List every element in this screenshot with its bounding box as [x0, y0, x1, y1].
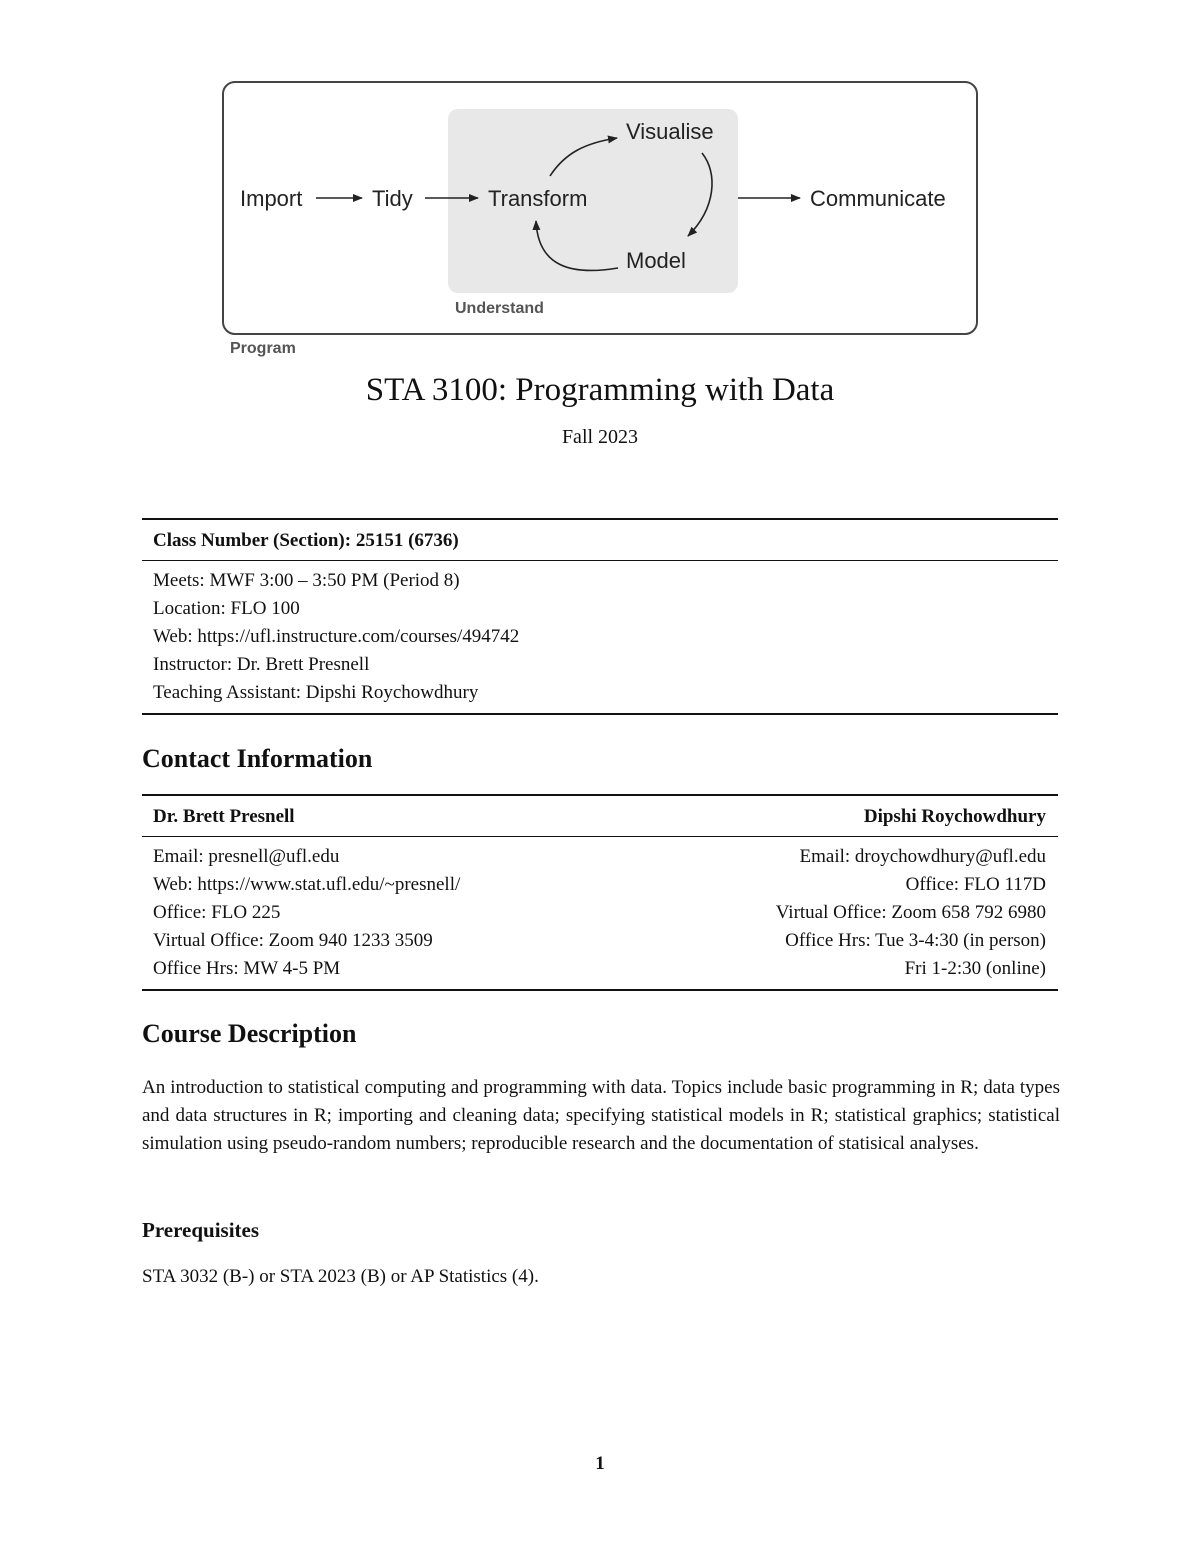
prerequisites-title: Prerequisites — [142, 1218, 260, 1242]
node-transform: Transform — [488, 186, 588, 211]
instructor-contact — [153, 843, 460, 983]
contact-table — [142, 794, 1058, 991]
instructor-office: Office: FLO 225 — [153, 902, 281, 923]
ta-email: Email: droychowdhury@ufl.edu — [799, 846, 1046, 867]
description-text: An introduction to statistical computing and programming with data. Topics include basic programming in R; data types and data structures in R; importing and cleaning data; specifying statistical models in R; statistical graphics; statistical simulation using pseudo-random numbers; reproducible research and the documentation of statisical analyses. — [142, 1077, 1060, 1154]
prerequisites-text: STA 3032 (B-) or STA 2023 (B) or AP Statistics (4). — [142, 1266, 539, 1287]
class-info-table — [142, 518, 1058, 715]
ta-contact — [776, 843, 1046, 983]
instructor-line: Instructor: Dr. Brett Presnell — [153, 654, 370, 675]
class-number-heading: Class Number (Section): 25151 (6736) — [153, 530, 459, 551]
ta-office-hours: Office Hrs: Tue 3-4:30 (in person) — [785, 930, 1046, 951]
understand-label: Understand — [455, 300, 544, 317]
description-section-title: Course Description — [142, 1019, 357, 1048]
node-visualise: Visualise — [626, 119, 714, 144]
node-model: Model — [626, 248, 686, 273]
meets-line: Meets: MWF 3:00 – 3:50 PM (Period 8) — [153, 570, 460, 591]
instructor-name: Dr. Brett Presnell — [153, 806, 295, 827]
ta-line: Teaching Assistant: Dipshi Roychowdhury — [153, 682, 479, 703]
page-number: 1 — [595, 1453, 605, 1474]
rule-bottom — [142, 989, 1058, 991]
ta-office: Office: FLO 117D — [905, 874, 1046, 895]
location-line: Location: FLO 100 — [153, 598, 300, 619]
contact-section-title: Contact Information — [142, 744, 373, 773]
ta-office-hours-online: Fri 1-2:30 (online) — [904, 958, 1046, 979]
instructor-email: Email: presnell@ufl.edu — [153, 846, 340, 867]
course-term: Fall 2023 — [561, 426, 639, 448]
course-title: STA 3100: Programming with Data — [365, 372, 835, 408]
instructor-web: Web: https://www.stat.ufl.edu/~presnell/ — [153, 874, 461, 895]
instructor-office-hours: Office Hrs: MW 4-5 PM — [153, 958, 341, 979]
node-communicate: Communicate — [810, 186, 946, 211]
program-label: Program — [230, 340, 296, 357]
workflow-diagram — [220, 78, 980, 368]
instructor-virtual-office: Virtual Office: Zoom 940 1233 3509 — [153, 930, 433, 951]
web-line: Web: https://ufl.instructure.com/courses/494742 — [153, 626, 520, 647]
rule-bottom — [142, 713, 1058, 715]
ta-virtual-office: Virtual Office: Zoom 658 792 6980 — [775, 902, 1046, 923]
ta-name: Dipshi Roychowdhury — [863, 806, 1046, 827]
node-tidy: Tidy — [372, 186, 413, 211]
node-import: Import — [240, 186, 303, 211]
